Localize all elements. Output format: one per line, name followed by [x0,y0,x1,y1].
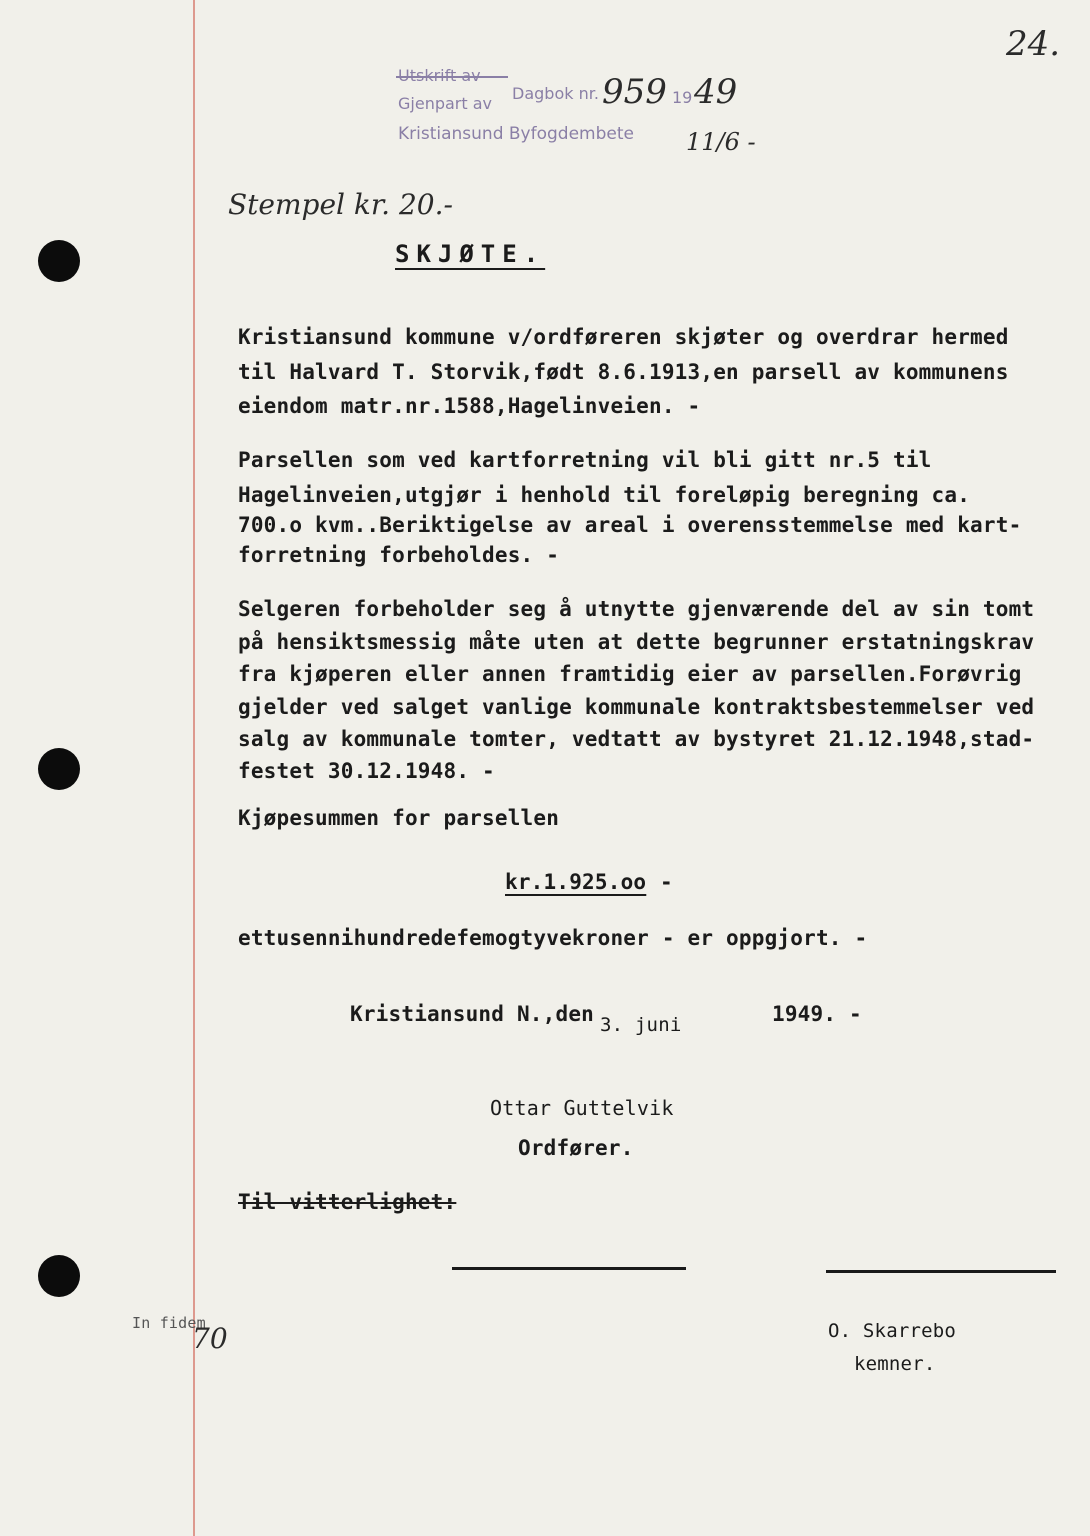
paragraph-2-line-4: forretning forbeholdes. - [238,543,560,567]
margin-rule [193,0,195,1536]
place-date-prefix: Kristiansund N.,den [350,1002,595,1026]
paragraph-3-line-1: Selgeren forbeholder seg å utnytte gjenværende del av sin tomt [238,597,1035,621]
paragraph-3-line-6: festet 30.12.1948. - [238,759,495,783]
date-handwritten: 11/6 - [686,128,756,156]
year-prefix: 19 [672,88,693,107]
paragraph-2-line-1: Parsellen som ved kartforretning vil bli gitt nr.5 til [238,448,932,472]
amount-dash: - [660,870,673,894]
signature-line-left [452,1267,686,1270]
page-number: 24. [1006,24,1061,64]
dagbok-label: Dagbok nr. [512,84,599,103]
paragraph-1-line-3: eiendom matr.nr.1588,Hagelinveien. - [238,394,701,418]
second-signer-title: kemner. [854,1353,936,1375]
second-signer-name: O. Skarrebo [828,1320,957,1342]
margin-initials: 70 [192,1322,228,1355]
signer-title: Ordfører. [518,1136,634,1160]
signature-line-right [826,1270,1056,1273]
paragraph-2-line-3: 700.o kvm..Beriktigelse av areal i overensstemmelse med kart- [238,513,1022,537]
punch-hole [38,1255,80,1297]
stamp-line-2: Gjenpart av [398,94,492,113]
place-date-day: 3. juni [600,1014,682,1036]
place-date-year: 1949. - [772,1002,862,1026]
paragraph-1-line-2: til Halvard T. Storvik,født 8.6.1913,en parsell av kommunens [238,360,1009,384]
stamp-line-3: Kristiansund Byfogdembete [398,124,634,144]
purchase-amount: kr.1.925.oo [505,870,647,894]
margin-note: In fidem [132,1314,206,1332]
paragraph-1-line-1: Kristiansund kommune v/ordføreren skjøter og overdrar hermed [238,325,1009,349]
punch-hole [38,240,80,282]
signer-name: Ottar Guttelvik [490,1096,674,1120]
paragraph-3-line-2: på hensiktsmessig måte uten at dette begrunner erstatningskrav [238,630,1035,654]
punch-hole [38,748,80,790]
stamp-strike [396,76,508,78]
paragraph-3-line-4: gjelder ved salget vanlige kommunale kontraktsbestemmelser ved [238,695,1035,719]
amount-in-words: ettusennihundredefemogtyvekroner - er oppgjort. - [238,926,868,950]
purchase-line: Kjøpesummen for parsellen [238,806,560,830]
paragraph-3-line-5: salg av kommunale tomter, vedtatt av bystyret 21.12.1948,stad- [238,727,1035,751]
dagbok-number: 959 [602,72,667,112]
stamp-duty-note: Stempel kr. 20.- [228,188,453,221]
paragraph-2-line-2: Hagelinveien,utgjør i henhold til foreløpig beregning ca. [238,483,971,507]
document-title: SKJØTE. [395,240,546,268]
paragraph-3-line-3: fra kjøperen eller annen framtidig eier av parsellen.Forøvrig [238,662,1022,686]
year-suffix: 49 [694,72,738,112]
witness-label: Til vitterlighet: [238,1190,457,1214]
